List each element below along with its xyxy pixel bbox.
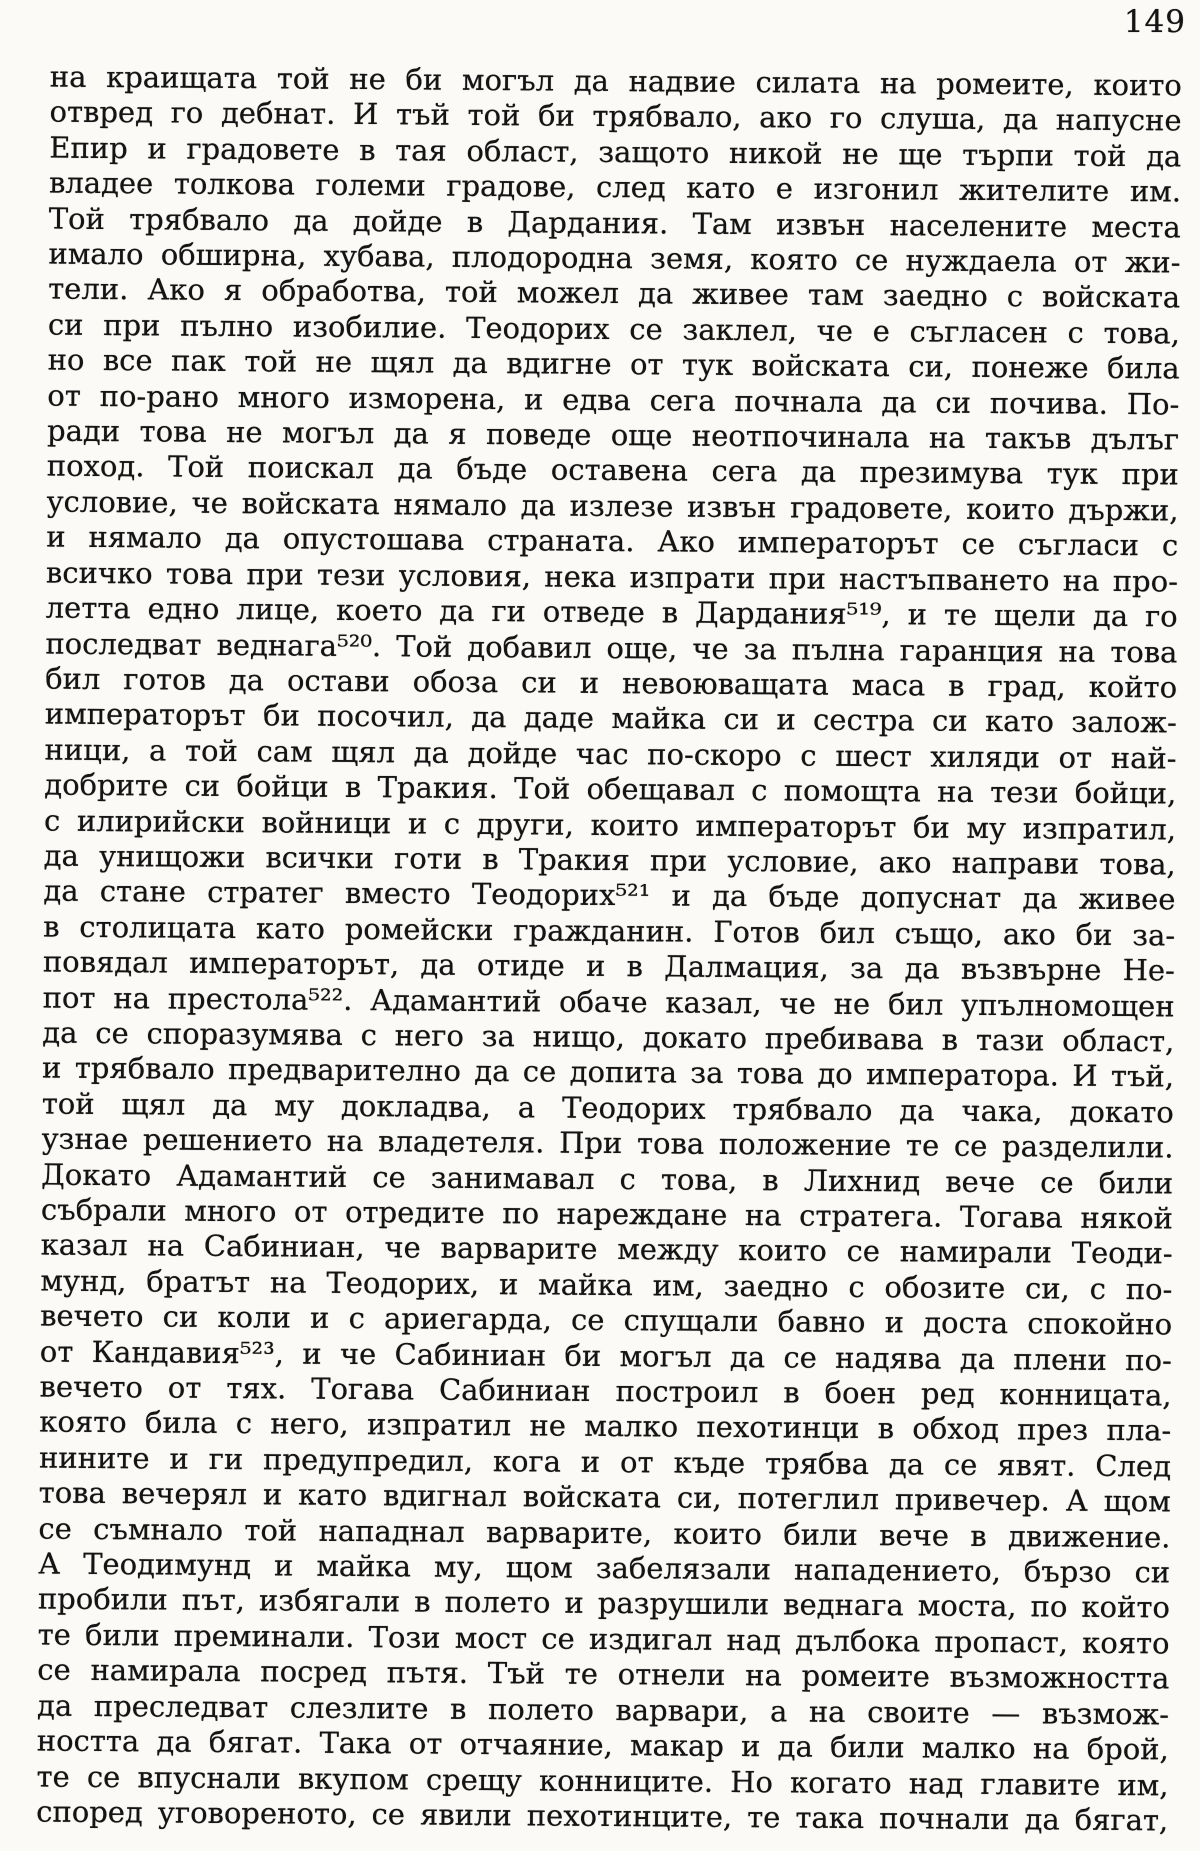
text-line: последват веднага⁵²⁰. Той добавил още, че за пълна гаранция на това — [45, 626, 1178, 669]
text-line: условие, че войската нямало да излезе извън градовете, които държи, — [46, 484, 1179, 528]
text-line: вечето от тях. Тогава Сабиниан построил в боен ред конницата, — [39, 1369, 1172, 1413]
text-line: отвред го дебнат. И тъй той би трябвало, ако го слуша, да напусне — [49, 94, 1182, 138]
text-line: те били преминали. Този мост се издигал над дълбока пропаст, която — [37, 1617, 1170, 1661]
text-line: владее толкова големи градове, след като е изгонил жителите им. — [48, 165, 1182, 209]
text-line: Той трябвало да дойде в Дардания. Там извън населените места — [48, 201, 1181, 245]
text-line: пот на престола⁵²². Адамантий обаче казал, че не бил упълномощен — [42, 980, 1175, 1023]
text-line: узнае решението на владетеля. При това положение те се разделили. — [41, 1121, 1174, 1165]
text-line: ността да бягат. Така от отчаяние, макар и да били малко на брой, — [36, 1723, 1169, 1767]
text-line: да унищожи всички готи в Тракия при условие, ако направи това, — [43, 838, 1176, 882]
text-line: бил готов да остави обоза си и невоюващата маса в град, който — [45, 661, 1178, 705]
text-line: казал на Сабиниан, че варварите между които се намирали Теоди- — [40, 1227, 1173, 1271]
text-line: летта едно лице, което да ги отведе в Дардания⁵¹⁹, и те щели да го — [45, 590, 1178, 634]
text-line: с илирийски войници и с други, които императорът би му изпратил, — [43, 803, 1177, 846]
text-line: в столицата като ромейски гражданин. Готов бил също, ако би за- — [43, 909, 1176, 953]
text-line: всичко това при тези условия, нека изпрати при настъпването на про- — [45, 555, 1179, 599]
text-line: от по-рано много изморена, и едва сега почнала да си почива. По- — [47, 378, 1180, 422]
text-line: събрали много от отредите по нареждане на стратега. Тогава някой — [40, 1192, 1174, 1236]
text-line: се съмнало той нападнал варварите, които били вече в движение. — [38, 1511, 1171, 1555]
text-line: той щял да му докладва, а Теодорих трябвало да чака, докато — [41, 1086, 1174, 1130]
text-line: Епир и градовете в тая област, защото никой не ще търпи той да — [49, 130, 1182, 174]
text-line: нините и ги предупредил, кога и от къде трябва да се явят. След — [38, 1440, 1172, 1484]
text-line: имало обширна, хубава, плодородна земя, която се нуждаела от жи- — [48, 236, 1181, 280]
text-line: и нямало да опустошава страната. Ако императорът се съгласи с — [46, 519, 1179, 563]
page-number: 149 — [1123, 4, 1186, 40]
text-line: която била с него, изпратил не малко пехотинци в обход през пла- — [39, 1404, 1172, 1448]
text-line: ради това не могъл да я поведе още неотпочинала на такъв дълъг — [46, 413, 1180, 457]
text-line: императорът би посочил, да даде майка си и сестра си като залож- — [44, 696, 1177, 740]
text-line: те се впуснали вкупом срещу конниците. Но когато над главите им, — [36, 1759, 1169, 1802]
text-line: си при пълно изобилие. Теодорих се заклел, че е съгласен с това, — [47, 307, 1181, 351]
text-line: повядал императорът, да отиде и в Далмация, за да възвърне Не- — [42, 944, 1176, 988]
text-line: добрите си бойци в Тракия. Той обещавал с помощта на тези бойци, — [44, 767, 1177, 811]
text-line: поход. Той поискал да бъде оставена сега да презимува тук при — [46, 449, 1179, 492]
text-line: тели. Ако я обработва, той можел да живее там заедно с войската — [48, 271, 1181, 315]
body-text — [36, 60, 1182, 1839]
text-line: според уговореното, се явили пехотинците, те така почнали да бягат, — [36, 1794, 1169, 1838]
text-line: А Теодимунд и майка му, щом забелязали нападението, бързо си — [38, 1546, 1171, 1590]
text-line: Докато Адамантий се занимавал с това, в Лихнид вече се били — [41, 1157, 1174, 1201]
text-line: ници, а той сам щял да дойде час по-скоро с шест хиляди от най- — [44, 732, 1177, 776]
text-line: на краищата той не би могъл да надвие силата на ромеите, които — [49, 59, 1182, 103]
text-line: да се споразумява с него за нищо, докато пребивава в тази област, — [42, 1015, 1175, 1059]
text-line: вечето си коли и с ариегарда, се спущали бавно и доста спокойно — [40, 1298, 1173, 1342]
text-line: но все пак той не щял да вдигне от тук войската си, понеже била — [47, 342, 1180, 386]
text-line: това вечерял и като вдигнал войската си, потеглил привечер. А щом — [38, 1475, 1171, 1519]
text-line: и трябвало предварително да се допита за това до императора. И тъй, — [41, 1050, 1175, 1094]
text-line: да стане стратег вместо Теодорих⁵²¹ и да бъде допуснат да живее — [43, 873, 1176, 917]
text-line: се намирала посред пътя. Тъй те отнели на ромеите възможността — [37, 1652, 1170, 1696]
text-line: мунд, братът на Теодорих, и майка им, заедно с обозите си, с по- — [40, 1263, 1173, 1307]
text-line: от Кандавия⁵²³, и че Сабиниан би могъл да се надява да плени по- — [39, 1334, 1172, 1378]
text-line: пробили път, избягали в полето и разрушили веднага моста, по който — [37, 1581, 1171, 1625]
text-line: да преследват слезлите в полето варвари, а на своите — възмож- — [36, 1688, 1170, 1732]
